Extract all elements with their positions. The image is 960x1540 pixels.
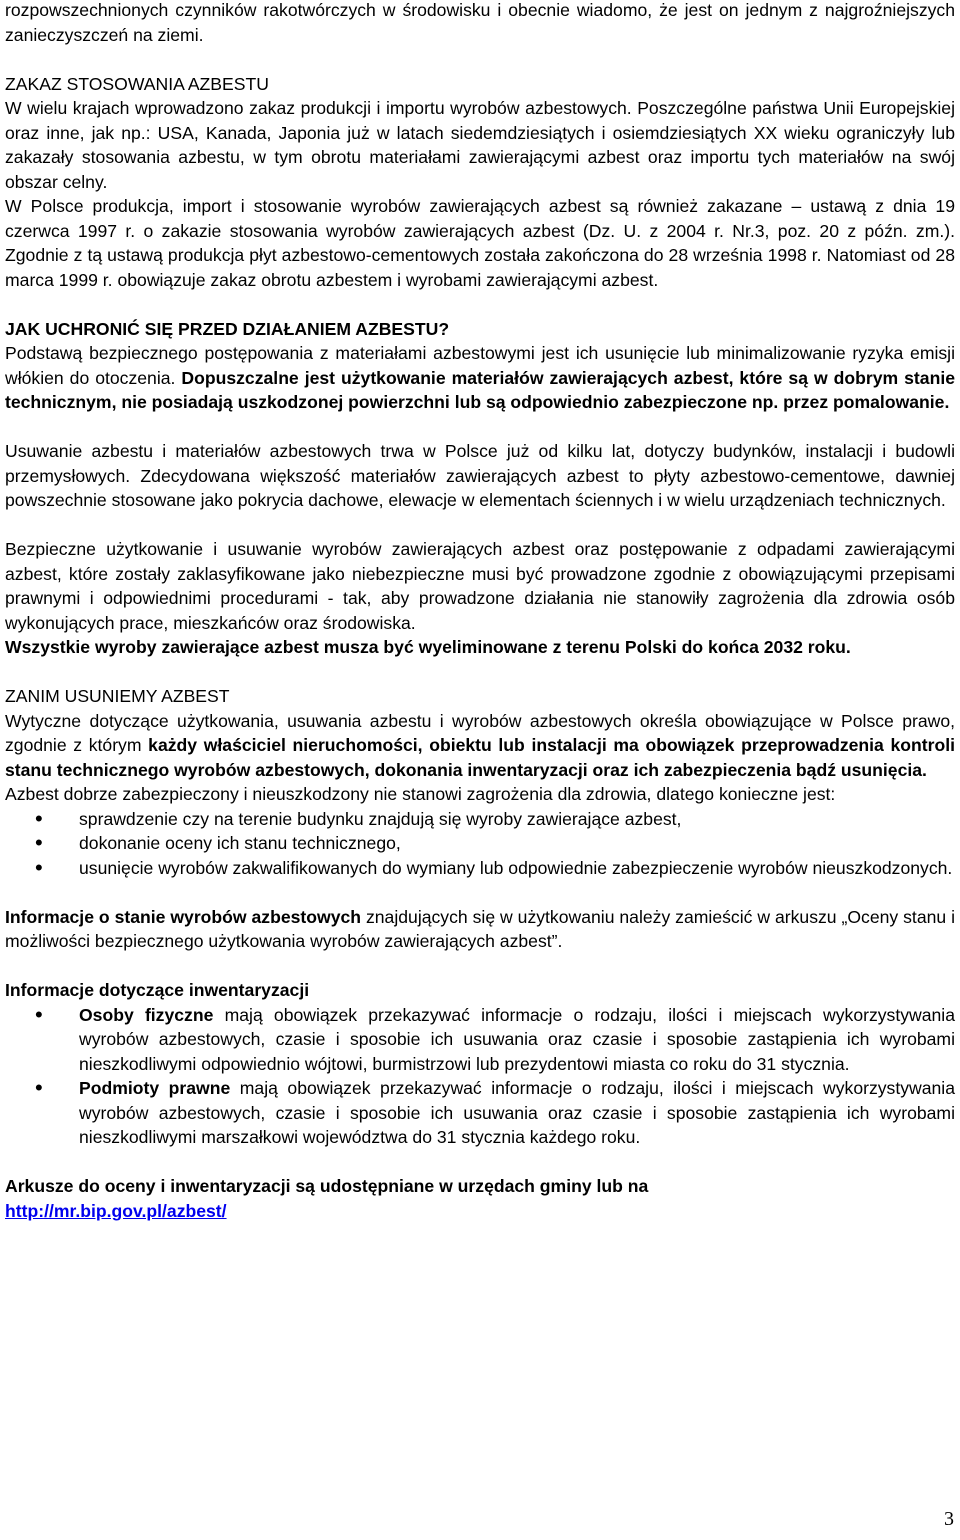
inventory-link-line — [5, 1199, 955, 1224]
protect-heading — [5, 317, 955, 342]
list-item: • sprawdzenie czy na terenie budynku znajdują się wyroby zawierające azbest, — [5, 807, 955, 832]
inventory-list — [5, 1003, 955, 1150]
inventory-item-bold: Osoby fizyczne — [79, 1004, 214, 1025]
remove-paragraph-1-normal: Wytyczne dotyczące użytkowania, usuwania azbestu i wyrobów azbestowych określa obowiązujące w Polsce prawo, zgodnie z którym — [5, 710, 955, 755]
inventory-heading-text: Informacje dotyczące inwentaryzacji — [5, 980, 310, 1000]
protect-paragraph-1-normal: Podstawą bezpiecznego postępowania z materiałami azbestowymi jest ich usunięcie lub minimalizowanie ryzyka emisji włókien do otoczenia. — [5, 343, 955, 388]
inventory-heading — [5, 978, 955, 1003]
remove-paragraph-3-bold: Informacje o stanie wyrobów azbestowych — [5, 906, 362, 927]
intro-paragraph: rozpowszechnionych czynników rakotwórczych w środowisku i obecnie wiadomo, że jest on jednym z najgroźniejszych zanieczyszczeń na ziemi. — [5, 0, 955, 45]
azbest-link[interactable]: http://mr.bip.gov.pl/azbest/ — [5, 1200, 227, 1221]
protect-paragraph-2: Usuwanie azbestu i materiałów azbestowych trwa w Polsce już od kilku lat, dotyczy budynków, instalacji i budowli przemysłowych. Zdecydowana większość materiałów zawierających azbest to płyty azbestowo-cementowe, dawniej powszechnie stosowane jako pokrycia dachowe, elewacje w elementach ściennych i w wielu urządzeniach technicznych. — [5, 441, 955, 510]
protect-paragraph-1 — [5, 341, 955, 415]
remove-paragraph-3 — [5, 905, 955, 954]
list-item — [5, 1076, 955, 1150]
protect-paragraph-1-bold: Dopuszczalne jest użytkowanie materiałów zawierających azbest, które są w dobrym stanie technicznym, nie posiadają uszkodzonej powierzchni lub są odpowiednio zabezpieczone np. przez pomalowanie. — [5, 367, 955, 412]
ban-heading: ZAKAZ STOSOWANIA AZBESTU — [5, 73, 269, 94]
inventory-item-text: mają obowiązek przekazywać informacje o rodzaju, ilości i miejscach wykorzystywania wyrobów azbestowych, czasie i sposobie ich usuwania oraz czasie i sposobie zastąpienia ich wyrobami nieszkodliwymi marszałkowi województwa do 31 stycznia każdego roku. — [79, 1078, 956, 1147]
remove-paragraph-1-bold: każdy właściciel nieruchomości, obiektu lub instalacji ma obowiązek przeprowadzenia kontroli stanu technicznego wyrobów azbestowych, dokonania inwentaryzacji oraz ich zabezpieczenia bądź usunięcia. — [5, 735, 955, 780]
inventory-item-bold: Podmioty prawne — [79, 1078, 231, 1098]
list-item — [5, 1003, 955, 1077]
inventory-closing-bold: Arkusze do oceny i inwentaryzacji są udostępniane w urzędach gminy lub na — [5, 1176, 649, 1196]
protect-heading-text: JAK UCHRONIĆ SIĘ PRZED DZIAŁANIEM AZBESTU? — [5, 318, 450, 339]
remove-heading: ZANIM USUNIEMY AZBEST — [5, 686, 230, 706]
document-page — [5, 0, 955, 1223]
remove-list — [5, 807, 955, 881]
remove-paragraph-1 — [5, 709, 955, 783]
protect-paragraph-4-bold: Wszystkie wyroby zawierające azbest musza być wyeliminowane z terenu Polski do końca 2032 roku. — [5, 637, 851, 657]
inventory-closing — [5, 1174, 955, 1199]
protect-paragraph-3: Bezpieczne użytkowanie i usuwanie wyrobów zawierających azbest oraz postępowanie z odpadami zawierającymi azbest, które zostały zaklasyfikowane jako niebezpieczne musi być prowadzone zgodnie z obowiązującymi przepisami prawnymi i odpowiednimi procedurami - tak, aby prowadzone działania nie stanowiły zagrożenia dla zdrowia osób wykonujących prace, mieszkańców oraz środowiska. — [5, 539, 955, 633]
remove-paragraph-2: Azbest dobrze zabezpieczony i nieuszkodzony nie stanowi zagrożenia dla zdrowia, dlatego konieczne jest: — [5, 784, 836, 804]
list-item: • dokonanie oceny ich stanu technicznego, — [5, 831, 955, 856]
inventory-item-text: mają obowiązek przekazywać informacje o rodzaju, ilości i miejscach wykorzystywania wyrobów azbestowych, czasie i sposobie ich usuwania oraz czasie i sposobie zastąpienia ich wyrobami nieszkodliwymi odpowiednio wójtowi, burmistrzowi lub prezydentowi miasta co roku do 31 stycznia. — [79, 1004, 956, 1074]
page-number: 3 — [944, 1508, 954, 1530]
ban-paragraph-2: W Polsce produkcja, import i stosowanie wyrobów zawierających azbest są również zakazane – ustawą z dnia 19 czerwca 1997 r. o zakazie stosowania wyrobów zawierających azbest (Dz. U. z 2004 r. Nr.3, poz. 20 z późn. zm.). Zgodnie z tą ustawą produkcja płyt azbestowo-cementowych została zakończona do 28 września 1998 r. Natomiast od 28 marca 1999 r. obowiązuje zakaz obrotu azbestem i wyrobami zawierającymi azbest. — [5, 196, 955, 290]
remove-paragraph-3-normal: znajdujących się w użytkowaniu należy zamieścić w arkuszu „Oceny stanu i możliwości bezpiecznego użytkowania wyrobów zawierających azbest”. — [5, 906, 956, 951]
list-item: • usunięcie wyrobów zakwalifikowanych do wymiany lub odpowiednie zabezpieczenie wyrobów nieuszkodzonych. — [5, 856, 955, 881]
ban-paragraph-1: W wielu krajach wprowadzono zakaz produkcji i importu wyrobów azbestowych. Poszczególne państwa Unii Europejskiej oraz inne, jak np.: USA, Kanada, Japonia już w latach siedemdziesiątych i osiemdziesiątych XX wieku ograniczyły lub zakazały stosowania azbestu, w tym obrotu materiałami zawierającymi azbest oraz importu tych materiałów na swój obszar celny. — [5, 98, 955, 192]
protect-paragraph-4 — [5, 635, 955, 660]
